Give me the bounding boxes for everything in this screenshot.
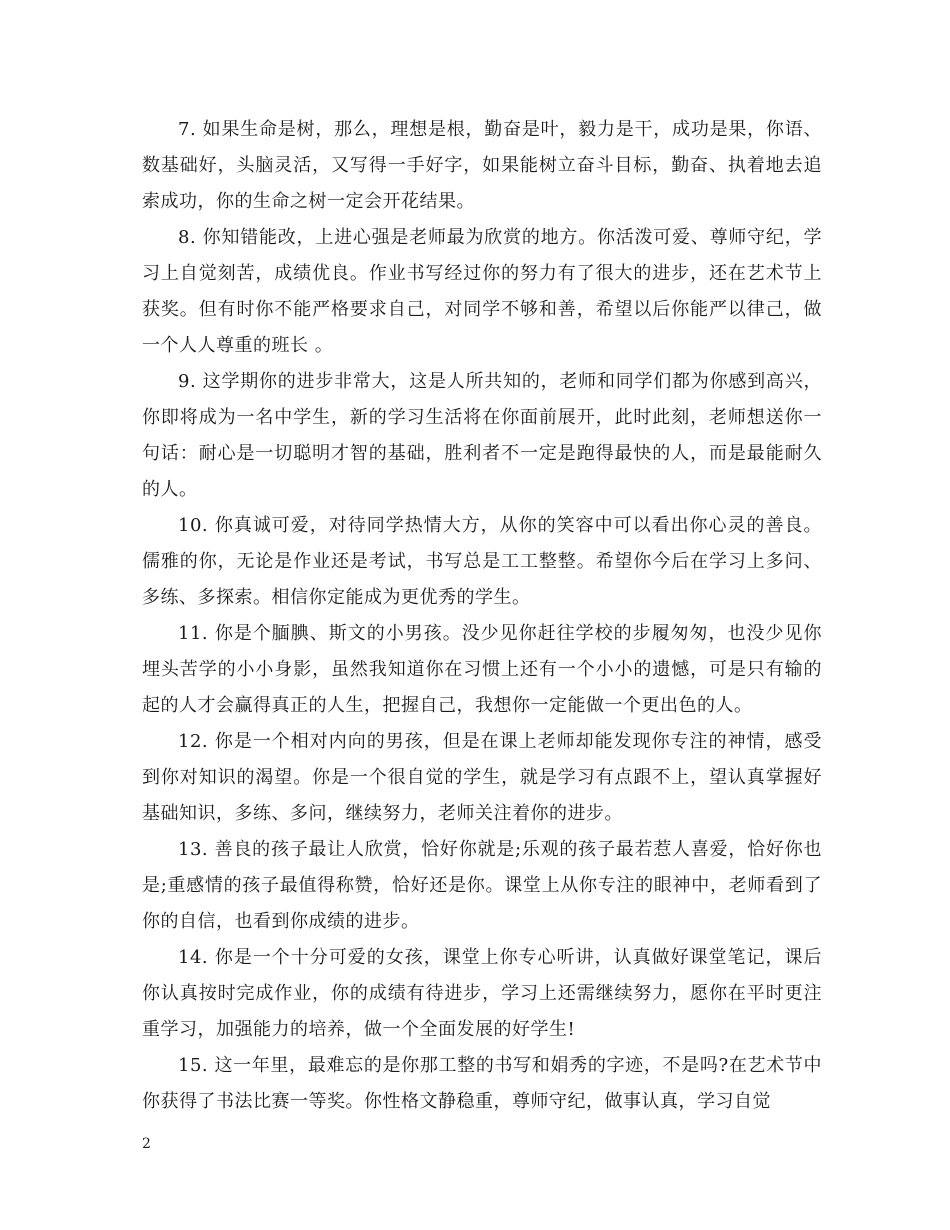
page-body [142,112,822,1120]
paragraph-comment-14: 14. 你是一个十分可爱的女孩，课堂上你专心听讲，认真做好课堂笔记，课后你认真按时完成作业，你的成绩有待进步，学习上还需继续努力，愿你在平时更注重学习，加强能力的培养，做一个全面发展的好学生! [142,947,822,1040]
paragraph-comment-10: 10. 你真诚可爱，对待同学热情大方，从你的笑容中可以看出你心灵的善良。儒雅的你，无论是作业还是考试，书写总是工工整整。希望你今后在学习上多问、多练、多探索。相信你定能成为更优秀的学生。 [142,515,822,608]
page-number: 2 [142,1136,151,1152]
paragraph-comment-7: 7. 如果生命是树，那么，理想是根，勤奋是叶，毅力是干，成功是果，你语、数基础好，头脑灵活，又写得一手好字，如果能树立奋斗目标，勤奋、执着地去追索成功，你的生命之树一定会开花结果。 [142,119,822,212]
paragraph-comment-13: 13. 善良的孩子最让人欣赏，恰好你就是;乐观的孩子最若惹人喜爱，恰好你也是;重感情的孩子最值得称赞，恰好还是你。课堂上从你专注的眼神中，老师看到了你的自信，也看到你成绩的进步。 [142,839,822,932]
paragraph-comment-9: 9. 这学期你的进步非常大，这是人所共知的，老师和同学们都为你感到高兴，你即将成为一名中学生，新的学习生活将在你面前展开，此时此刻，老师想送你一句话：耐心是一切聪明才智的基础，胜利者不一定是跑得最快的人，而是最能耐久的人。 [142,371,822,500]
paragraph-comment-15: 15. 这一年里，最难忘的是你那工整的书写和娟秀的字迹，不是吗?在艺术节中你获得了书法比赛一等奖。你性格文静稳重，尊师守纪，做事认真，学习自觉 [142,1055,822,1112]
paragraph-comment-12: 12. 你是一个相对内向的男孩，但是在课上老师却能发现你专注的神情，感受到你对知识的渴望。你是一个很自觉的学生，就是学习有点跟不上，望认真掌握好基础知识，多练、多问，继续努力，老师关注着你的进步。 [142,731,822,824]
paragraph-comment-8: 8. 你知错能改，上进心强是老师最为欣赏的地方。你活泼可爱、尊师守纪，学习上自觉刻苦，成绩优良。作业书写经过你的努力有了很大的进步，还在艺术节上获奖。但有时你不能严格要求自己，对同学不够和善，希望以后你能严以律己，做一个人人尊重的班长 。 [142,227,822,356]
paragraph-comment-11: 11. 你是个腼腆、斯文的小男孩。没少见你赶往学校的步履匆匆，也没少见你埋头苦学的小小身影，虽然我知道你在习惯上还有一个小小的遗憾，可是只有输的起的人才会赢得真正的人生，把握自己，我想你一定能做一个更出色的人。 [142,623,822,716]
